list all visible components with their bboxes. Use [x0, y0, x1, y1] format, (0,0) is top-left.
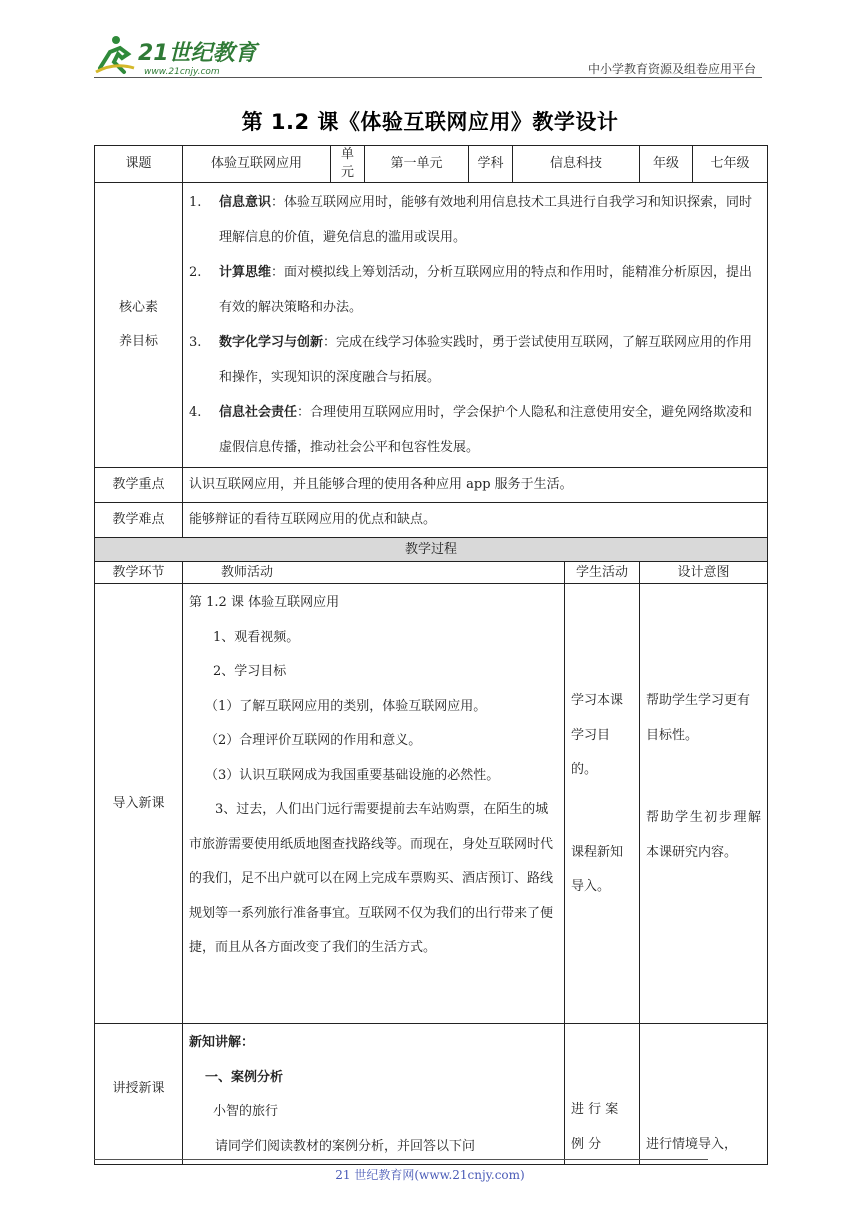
- intro-line: （2）合理评价互联网的作用和意义。: [205, 733, 422, 749]
- platform-name: 中小学教育资源及组卷应用平台: [587, 62, 756, 76]
- intro-stage: 导入新课: [95, 584, 183, 1024]
- intro-line: （1）了解互联网应用的类别，体验互联网应用。: [205, 698, 487, 714]
- intro-line: 3、过去，人们出门远行需要提前去车站购票，在陌生的城市旅游需要使用纸质地图查找路线等。而现在，身处互联网时代的我们，足不出户就可以在网上完成车票购买、酒店预订、路线规划等一系列旅行准备事宜。互联网不仅为我们的出行带来了便捷，而且从各方面改变了我们的生活方式。: [189, 802, 554, 956]
- info-row: [95, 146, 768, 183]
- lecture-intent: 进行情境导入，: [640, 1024, 768, 1165]
- intro-line: （3）认识互联网成为我国重要基础设施的必然性。: [205, 767, 500, 783]
- intro-row: [95, 584, 768, 1024]
- process-title-row: [95, 538, 768, 562]
- unit-label: 单元: [331, 146, 365, 183]
- case-text: 请同学们阅读教材的案例分析，并回答以下问: [215, 1138, 476, 1154]
- page-title: 第 1.2 课《体验互联网应用》教学设计: [241, 110, 619, 134]
- lecture-teacher: [183, 1024, 565, 1165]
- subject-value: 信息科技: [513, 146, 640, 183]
- header-divider: [94, 77, 762, 78]
- col-student: 学生活动: [565, 562, 640, 584]
- goals-content: [183, 183, 768, 468]
- lecture-stage: 讲授新课: [95, 1024, 183, 1165]
- goal-item: 3. 数字化学习与创新：完成在线学习体验实践时，勇于尝试使用互联网，了解互联网应用的作用和操作，实现知识的深度融合与拓展。: [189, 335, 753, 386]
- intro-teacher: [183, 584, 565, 1024]
- intro-intent: 帮助学生学习更有目标性。 帮助学生初步理解本课研究内容。: [640, 584, 768, 1024]
- case-title: 小智的旅行: [213, 1104, 279, 1120]
- goals-row: [95, 183, 768, 468]
- goal-item: 1. 信息意识：体验互联网应用时，能够有效地利用信息技术工具进行自我学习和知识探索，同时理解信息的价值，避免信息的滥用或误用。: [189, 195, 753, 246]
- page-header: [94, 30, 762, 78]
- difficulty-row: [95, 503, 768, 538]
- page-footer: 21 世纪教育网(www.21cnjy.com): [335, 1168, 525, 1182]
- difficulty-text: 能够辩证的看待互联网应用的优点和缺点。: [183, 503, 768, 538]
- goal-item: 4. 信息社会责任：合理使用互联网应用时，学会保护个人隐私和注意使用安全，避免网络欺凌和虚假信息传播，推动社会公平和包容性发展。: [189, 405, 753, 456]
- process-title: 教学过程: [95, 538, 768, 562]
- topic-label: 课题: [95, 146, 183, 183]
- lesson-plan-table: [94, 145, 768, 1165]
- col-intent: 设计意图: [640, 562, 768, 584]
- goals-label: 核心素 养目标: [95, 183, 183, 468]
- difficulty-label: 教学难点: [95, 503, 183, 538]
- intro-student: 学习本课学习目的。 课程新知导入。: [565, 584, 640, 1024]
- lecture-heading: 新知讲解：: [189, 1035, 255, 1051]
- svg-text:21世纪教育: 21世纪教育: [138, 41, 257, 66]
- key-point-row: [95, 468, 768, 503]
- grade-label: 年级: [640, 146, 693, 183]
- goal-item: 2. 计算思维：面对模拟线上筹划活动，分析互联网应用的特点和作用时，能精准分析原因，提出有效的解决策略和办法。: [189, 265, 753, 316]
- intro-line: 2、学习目标: [213, 664, 287, 680]
- lecture-subheading: 一、案例分析: [205, 1069, 284, 1085]
- key-point-label: 教学重点: [95, 468, 183, 503]
- intro-line: 1、观看视频。: [213, 629, 300, 645]
- topic-value: 体验互联网应用: [183, 146, 331, 183]
- subject-label: 学科: [469, 146, 513, 183]
- svg-text:www.21cnjy.com: www.21cnjy.com: [144, 67, 220, 77]
- goals-list: [189, 185, 761, 465]
- key-point-text: 认识互联网应用，并且能够合理的使用各种应用 app 服务于生活。: [183, 468, 768, 503]
- footer-divider: [94, 1159, 708, 1160]
- unit-value: 第一单元: [365, 146, 469, 183]
- grade-value: 七年级: [693, 146, 768, 183]
- lecture-student: 进 行 案 例 分: [565, 1024, 640, 1165]
- intro-line: 第 1.2 课 体验互联网应用: [189, 595, 340, 611]
- col-stage: 教学环节: [95, 562, 183, 584]
- col-teacher: 教师活动: [183, 562, 565, 584]
- site-logo: [94, 32, 264, 78]
- process-header-row: [95, 562, 768, 584]
- lecture-row: [95, 1024, 768, 1165]
